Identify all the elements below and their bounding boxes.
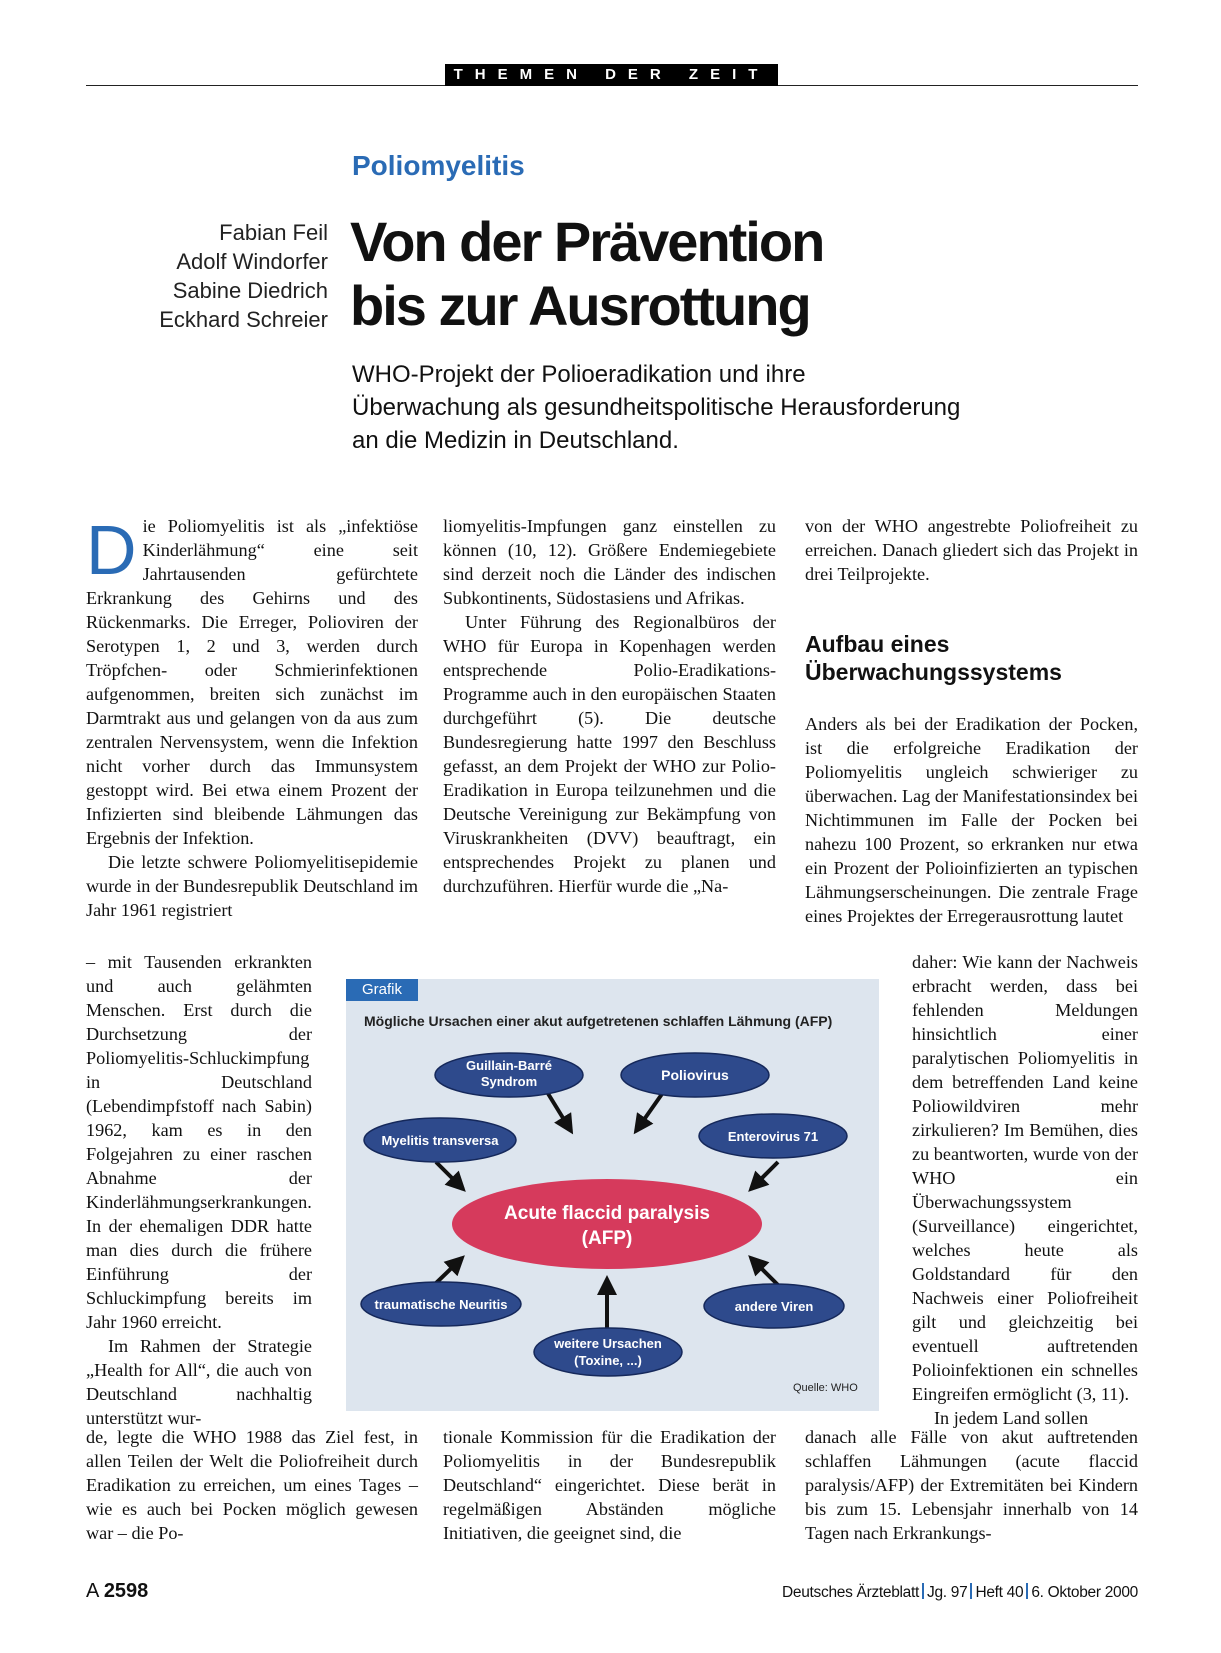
body-paragraph: Anders als bei der Eradikation der Pocken, ist die erfolgreiche Eradikation der Poliomyelitis ungleich schwieriger zu überwachen. Lag der Manifestationsindex bei Nichtimmunen im Falle der Pocken bei nahezu 100 Prozent, so erkranken nur etwa ein Prozent der Polioinfizierten an typischen Lähmungserscheinungen. Die zentrale Frage eines Projektes der Erregerausrottung lautet <box>805 714 1138 926</box>
title-line: bis zur Ausrottung <box>350 274 810 337</box>
cause-label: weitere Ursachen <box>554 1336 662 1351</box>
center-node-label: Acute flaccid paralysis <box>504 1203 710 1224</box>
column-3-bottom <box>805 1425 1138 1545</box>
body-paragraph: von der WHO angestrebte Poliofreiheit zu erreichen. Danach gliedert sich das Projekt in drei Teilprojekte. <box>805 516 1138 584</box>
arrow <box>751 1258 778 1285</box>
arrow <box>434 1258 462 1285</box>
subheading-line: Aufbau eines <box>805 631 950 657</box>
subtitle-line: WHO-Projekt der Polioeradikation und ihre <box>352 361 806 388</box>
article-title <box>350 210 1050 338</box>
page-number <box>86 1580 148 1603</box>
cause-label: Syndrom <box>480 1074 538 1089</box>
figure-tag: Grafik <box>346 979 418 1001</box>
center-node-label: (AFP) <box>581 1228 633 1249</box>
author-name: Eckhard Schreier <box>159 307 328 332</box>
journal-name: Deutsches Ärzteblatt <box>782 1584 920 1601</box>
cause-label: traumatische Neuritis <box>374 1297 508 1312</box>
cause-label: Myelitis transversa <box>381 1133 499 1148</box>
column-1-bottom <box>86 1425 418 1545</box>
article-subtitle <box>352 358 1032 457</box>
title-line: Von der Prävention <box>350 210 824 273</box>
figure-title: Mögliche Ursachen einer akut aufgetretenen schlaffen Lähmung (AFP) <box>364 1013 833 1029</box>
subtitle-line: Überwachung als gesundheitspolitische Herausforderung <box>352 394 961 421</box>
afp-diagram <box>346 979 879 1411</box>
journal-volume: Jg. 97 <box>927 1584 968 1601</box>
page-number-value: 2598 <box>103 1580 149 1602</box>
cause-label: andere Viren <box>734 1299 814 1314</box>
separator <box>970 1583 972 1599</box>
figure-source: Quelle: WHO <box>793 1382 858 1394</box>
author-name: Fabian Feil <box>219 220 328 245</box>
author-name: Adolf Windorfer <box>176 249 328 274</box>
cause-label: Poliovirus <box>661 1067 729 1083</box>
cause-label: (Toxine, ...) <box>574 1353 642 1368</box>
arrow <box>436 1162 463 1189</box>
body-paragraph: danach alle Fälle von akut auftretenden schlaffen Lähmungen (acute flaccid paralysis/AFP) der Extremitäten bei Kindern bis zum 15. Lebensjahr innerhalb von 14 Tagen nach Erkrankungs- <box>805 1427 1138 1543</box>
section-subheading <box>805 630 1135 686</box>
cause-label: Enterovirus 71 <box>727 1129 819 1144</box>
separator <box>922 1583 924 1599</box>
body-paragraph: Im Rahmen der Strategie „Health for All“, die auch von Deutschland nachhaltig unterstützt wur- <box>86 1336 312 1428</box>
body-paragraph: In jedem Land sollen <box>934 1408 1089 1428</box>
section-label: THEMEN DER ZEIT <box>445 64 778 86</box>
body-paragraph: – mit Tausenden erkrankten und auch gelähmten Menschen. Erst durch die Durchsetzung der Poliomyelitis-Schluckimpfung in Deutschland (Lebendimpfstoff nach Sabin) 1962, kam es in den Folgejahren zu einer raschen Abnahme der Kinderlähmungserkrankungen. In der ehemaligen DDR hatte man dies durch die frühere Einführung der Schluckimpfung bereits im Jahr 1960 erreicht. <box>86 952 312 1332</box>
author-list <box>120 218 328 334</box>
subtitle-line: an die Medizin in Deutschland. <box>352 427 679 454</box>
body-paragraph: Die letzte schwere Poliomyelitisepidemie wurde in der Bundesrepublik Deutschland im Jahr 1961 registriert <box>86 852 418 920</box>
arrow <box>751 1162 778 1189</box>
body-paragraph: daher: Wie kann der Nachweis erbracht werden, dass bei fehlenden Meldungen hinsichtlich einer paralytischen Poliomyelitis in dem betreffenden Land keine Poliowildviren mehr zirkulieren? Im Bemühen, dies zu beantworten, wurde von der WHO ein Überwachungssystem (Surveillance) eingerichtet, welches heute als Goldstandard für den Nachweis einer Poliofreiheit gilt und gleichzeitig bei eventuell auftretenden Polioinfektionen ein schnelles Eingreifen ermöglicht (3, 11). <box>912 952 1138 1404</box>
column-2-top <box>443 514 776 898</box>
body-paragraph: Unter Führung des Regionalbüros der WHO für Europa in Kopenhagen werden entsprechende Polio-Eradikations-Programme auch in den europäischen Staaten durchgeführt (5). Die deutsche Bundesregierung hatte 1997 den Beschluss gefasst, an dem Projekt der WHO zur Polio-Eradikation in Europa teilzunehmen und die Deutsche Vereinigung zur Bekämpfung von Viruskrankheiten (DVV) beauftragt, ein entsprechendes Projekt zu planen und durchzuführen. Hierfür wurde die „Na- <box>443 612 776 896</box>
column-3-top <box>805 514 1138 586</box>
article-kicker: Poliomyelitis <box>352 150 525 181</box>
subheading-line: Überwachungssystems <box>805 659 1062 685</box>
journal-issue: Heft 40 <box>975 1584 1024 1601</box>
body-paragraph: Die Poliomyelitis ist als „infektiöse Kinderlähmung“ eine seit Jahrtausenden gefürchtete Erkrankung des Gehirns und des Rückenmarks. Die Erreger, Polioviren der Serotypen 1, 2 und 3, werden durch Tröpfchen- oder Schmierinfektionen aufgenommen, breiten sich zunächst im Darmtrakt aus und gelangen von da aus zum zentralen Nervensystem, wenn die Infektion nicht vorher durch das Immunsystem gestoppt wird. Bei etwa einem Prozent der Infizierten sind bleibende Lähmungen das Ergebnis der Infektion. <box>86 511 418 848</box>
body-paragraph: de, legte die WHO 1988 das Ziel fest, in allen Teilen der Welt die Poliofreiheit durch Eradikation zu erreichen, um eines Tages – wie es auch bei Pocken möglich gewesen war – die Po- <box>86 1427 418 1543</box>
column-3-narrow <box>912 950 1138 1430</box>
body-paragraph: tionale Kommission für die Eradikation der Poliomyelitis in der Bundesrepublik Deutschland“ eingerichtet. Diese berät in regelmäßigen Abständen mögliche Initiativen, die geeignet sind, die <box>443 1427 776 1543</box>
journal-info <box>700 1583 1138 1602</box>
body-paragraph: liomyelitis-Impfungen ganz einstellen zu können (10, 12). Größere Endemiegebiete sind derzeit noch die Länder des indischen Subkontinents, Südostasiens und Afrikas. <box>443 516 776 608</box>
drop-cap: D <box>86 511 137 589</box>
figure-box <box>346 979 879 1411</box>
author-name: Sabine Diedrich <box>172 278 328 303</box>
separator <box>1026 1583 1028 1599</box>
journal-date: 6. Oktober 2000 <box>1031 1584 1138 1601</box>
center-node-afp <box>452 1179 762 1269</box>
column-3-middle <box>805 712 1138 928</box>
cause-label: Guillain-Barré <box>466 1058 552 1073</box>
page-prefix: A <box>86 1580 99 1602</box>
column-1-top <box>86 511 418 922</box>
column-1-narrow <box>86 950 312 1430</box>
column-2-bottom <box>443 1425 776 1545</box>
